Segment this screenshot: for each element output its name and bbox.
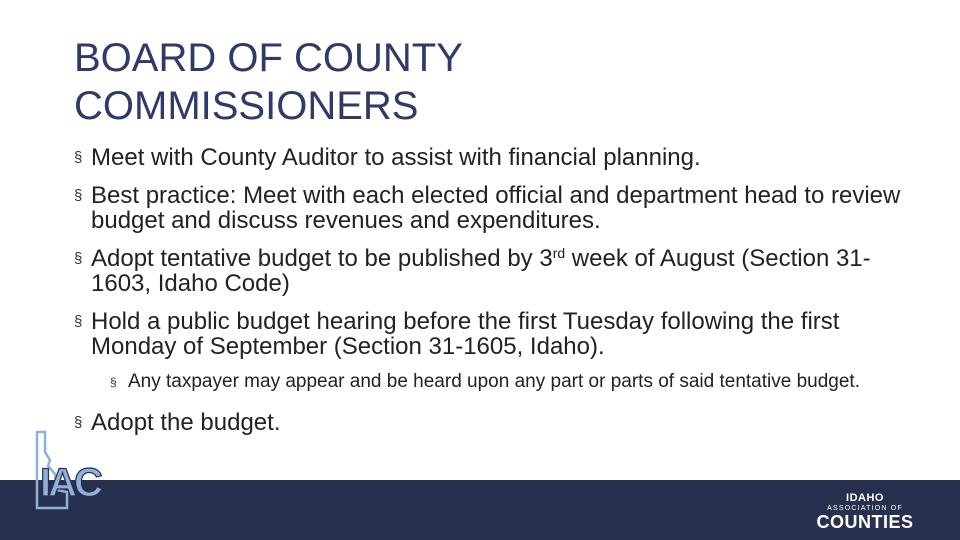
title-line-2: COMMISSIONERS [74,84,419,128]
bullet-text: Adopt the budget. [91,409,281,436]
logo-line-association: ASSOCIATION OF [827,505,903,512]
bullet-item [74,246,914,296]
bullet-marker-icon: § [74,313,83,330]
bullet-text-after: week of August (Section 31-1603, Idaho Code) [91,245,871,297]
logo-line-counties: COUNTIES [816,512,914,532]
bullet-marker-icon: § [74,414,83,431]
bullet-text: Best practice: Meet with each elected official and department head to review budget and discuss revenues and expenditures. [91,182,901,234]
bullet-marker-icon: § [74,187,83,204]
sub-bullet-item [110,372,914,392]
bullet-item [74,309,914,359]
bullet-superscript: rd [552,245,566,261]
bullet-text-before: Adopt tentative budget to be published by 3 [91,245,553,272]
bullet-text: Hold a public budget hearing before the first Tuesday following the first Monday of September (Section 31-1605, Idaho). [91,308,840,360]
slide-title [74,34,874,130]
bullet-item [74,183,914,233]
idaho-association-of-counties-logo [810,492,920,532]
bullet-marker-icon: § [74,250,83,267]
bullet-item [74,145,914,170]
bullet-marker-icon: § [74,149,83,166]
bullet-item [74,410,914,435]
sub-bullet-text: Any taxpayer may appear and be heard upon any part or parts of said tentative budget. [128,371,860,392]
logo-line-idaho: IDAHO [846,492,884,504]
title-line-1: BOARD OF COUNTY [74,36,463,80]
iac-logo-icon [33,430,133,520]
bullet-list [74,145,914,448]
bullet-text: Meet with County Auditor to assist with financial planning. [91,144,701,171]
iac-logo-text: IAC [40,461,100,505]
sub-bullet-marker-icon: § [110,375,117,389]
